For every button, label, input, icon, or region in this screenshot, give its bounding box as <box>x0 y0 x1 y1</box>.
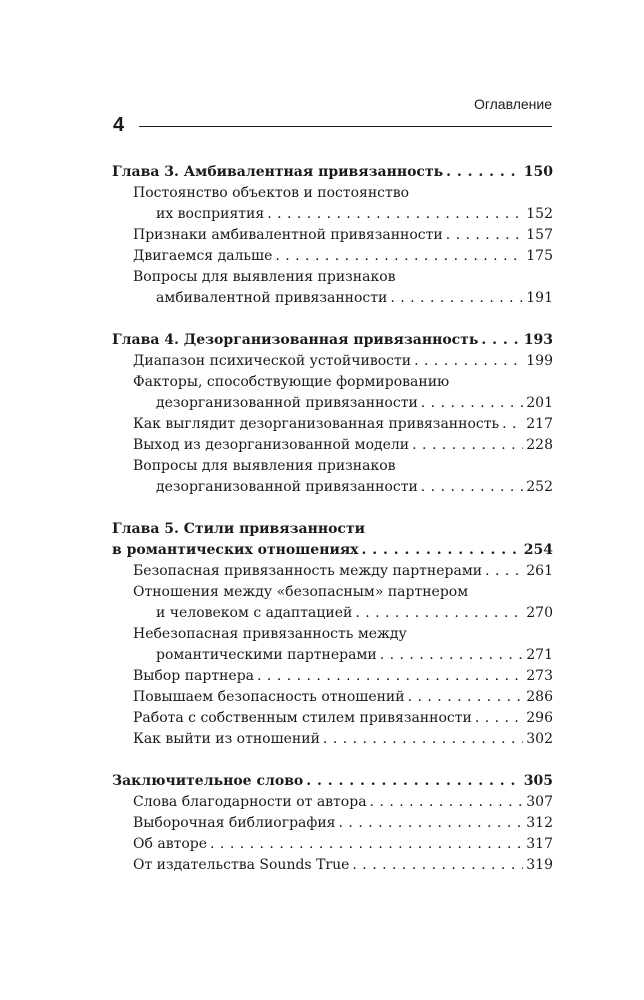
toc-final-section <box>112 771 553 876</box>
toc-entry-title-line1: Глава 5. Стили привязанности <box>112 521 366 537</box>
toc-entry-title: Как выйти из отношений <box>133 731 320 747</box>
toc-entry-title: Диапазон психической устойчивости <box>133 353 412 369</box>
toc-entry-title: От издательства Sounds True <box>133 857 350 873</box>
toc-entry[interactable] <box>112 624 553 666</box>
toc-entry[interactable] <box>112 372 553 414</box>
toc-entry-page: 152 <box>526 206 553 222</box>
toc-chapter-5 <box>112 519 553 750</box>
toc-entry[interactable] <box>112 666 553 687</box>
toc-entry[interactable] <box>112 813 553 834</box>
leader-dots <box>370 792 524 813</box>
toc-entry-page: 296 <box>526 710 553 726</box>
toc-entry-page: 319 <box>526 857 553 873</box>
toc-entry-page: 157 <box>526 227 553 243</box>
toc-entry-title: Выбор партнера <box>133 668 255 684</box>
toc-entry-page: 252 <box>526 479 553 495</box>
leader-dots <box>306 771 521 792</box>
header-rule <box>139 126 552 127</box>
toc-entry[interactable] <box>112 246 553 267</box>
toc-entry-title: Выборочная библиография <box>133 815 336 831</box>
toc-entry[interactable] <box>112 225 553 246</box>
toc-entry-page: 193 <box>523 332 553 348</box>
toc-entry-chapter-4[interactable] <box>112 330 553 351</box>
toc-entry-title: Работа с собственным стилем привязанности <box>133 710 472 726</box>
leader-dots <box>267 204 523 225</box>
toc-entry-page: 228 <box>526 437 553 453</box>
toc-entry-title: Глава 4. Дезорганизованная привязанность <box>112 332 479 348</box>
toc-entry[interactable] <box>112 792 553 813</box>
toc-entry-chapter-5[interactable] <box>112 519 553 561</box>
toc-entry-page: 305 <box>523 773 553 789</box>
leader-dots <box>485 561 523 582</box>
toc-entry[interactable] <box>112 855 553 876</box>
leader-dots <box>339 813 524 834</box>
leader-dots <box>210 834 523 855</box>
leader-dots <box>323 729 523 750</box>
page-number: 4 <box>113 114 125 136</box>
toc-entry-title-line1: Небезопасная привязанность между <box>133 626 407 642</box>
toc-entry-page: 217 <box>526 416 553 432</box>
toc-entry-title-line2: дезорганизованной привязанности <box>156 395 418 411</box>
leader-dots <box>421 393 523 414</box>
toc-entry[interactable] <box>112 561 553 582</box>
toc-entry-final[interactable] <box>112 771 553 792</box>
table-of-contents <box>112 162 553 876</box>
toc-entry-page: 254 <box>523 542 553 558</box>
toc-entry-title: Глава 3. Амбивалентная привязанность <box>112 164 444 180</box>
toc-entry-page: 271 <box>526 647 553 663</box>
leader-dots <box>421 477 523 498</box>
toc-entry-page: 201 <box>526 395 553 411</box>
toc-entry-page: 317 <box>526 836 553 852</box>
toc-entry-title-line1: Факторы, способствующие формированию <box>133 374 450 390</box>
toc-entry-page: 312 <box>526 815 553 831</box>
toc-entry-title-line1: Вопросы для выявления признаков <box>133 458 396 474</box>
toc-entry[interactable] <box>112 183 553 225</box>
leader-dots <box>446 162 521 183</box>
toc-entry[interactable] <box>112 351 553 372</box>
toc-entry-title: Повышаем безопасность отношений <box>133 689 405 705</box>
toc-entry-title: Признаки амбивалентной привязанности <box>133 227 443 243</box>
leader-dots <box>414 351 523 372</box>
toc-entry[interactable] <box>112 435 553 456</box>
leader-dots <box>390 288 523 309</box>
toc-entry-title-line2: в романтических отношениях <box>112 542 359 558</box>
leader-dots <box>352 855 523 876</box>
toc-entry-page: 307 <box>526 794 553 810</box>
toc-entry-page: 261 <box>526 563 553 579</box>
toc-entry-title-line1: Постоянство объектов и постоянство <box>133 185 410 201</box>
toc-entry[interactable] <box>112 414 553 435</box>
leader-dots <box>355 603 523 624</box>
toc-entry-title: Безопасная привязанность между партнерами <box>133 563 483 579</box>
toc-entry[interactable] <box>112 834 553 855</box>
toc-entry-page: 199 <box>526 353 553 369</box>
leader-dots <box>408 687 524 708</box>
toc-entry-title-line2: романтическими партнерами <box>156 647 377 663</box>
toc-entry-title: Заключительное слово <box>112 773 304 789</box>
toc-entry-title: Слова благодарности от автора <box>133 794 367 810</box>
running-title: Оглавление <box>473 96 552 112</box>
toc-entry-page: 270 <box>526 605 553 621</box>
toc-entry-title: Об авторе <box>133 836 208 852</box>
toc-entry-page: 286 <box>526 689 553 705</box>
toc-entry[interactable] <box>112 729 553 750</box>
toc-entry-title-line2: и человеком с адаптацией <box>156 605 353 621</box>
toc-chapter-3 <box>112 162 553 309</box>
leader-dots <box>412 435 523 456</box>
toc-entry[interactable] <box>112 267 553 309</box>
toc-chapter-4 <box>112 330 553 498</box>
toc-entry-page: 175 <box>526 248 553 264</box>
toc-entry-title: Двигаемся дальше <box>133 248 273 264</box>
toc-entry-page: 150 <box>523 164 553 180</box>
toc-entry-chapter-3[interactable] <box>112 162 553 183</box>
leader-dots <box>481 330 520 351</box>
toc-entry-title-line1: Отношения между «безопасным» партнером <box>133 584 469 600</box>
toc-entry-page: 191 <box>526 290 553 306</box>
toc-entry-title-line2: дезорганизованной привязанности <box>156 479 418 495</box>
toc-entry-title-line1: Вопросы для выявления признаков <box>133 269 396 285</box>
leader-dots <box>257 666 523 687</box>
toc-entry-title: Как выглядит дезорганизованная привязанность <box>133 416 500 432</box>
toc-entry-page: 302 <box>526 731 553 747</box>
toc-entry-title-line2: их восприятия <box>156 206 265 222</box>
toc-entry[interactable] <box>112 708 553 729</box>
toc-entry[interactable] <box>112 687 553 708</box>
toc-entry[interactable] <box>112 456 553 498</box>
leader-dots <box>380 645 524 666</box>
leader-dots <box>502 414 523 435</box>
leader-dots <box>475 708 523 729</box>
leader-dots <box>275 246 523 267</box>
toc-entry-title: Выход из дезорганизованной модели <box>133 437 410 453</box>
toc-entry-page: 273 <box>526 668 553 684</box>
toc-entry-title-line2: амбивалентной привязанности <box>156 290 388 306</box>
leader-dots <box>446 225 524 246</box>
leader-dots <box>362 540 521 561</box>
toc-entry[interactable] <box>112 582 553 624</box>
